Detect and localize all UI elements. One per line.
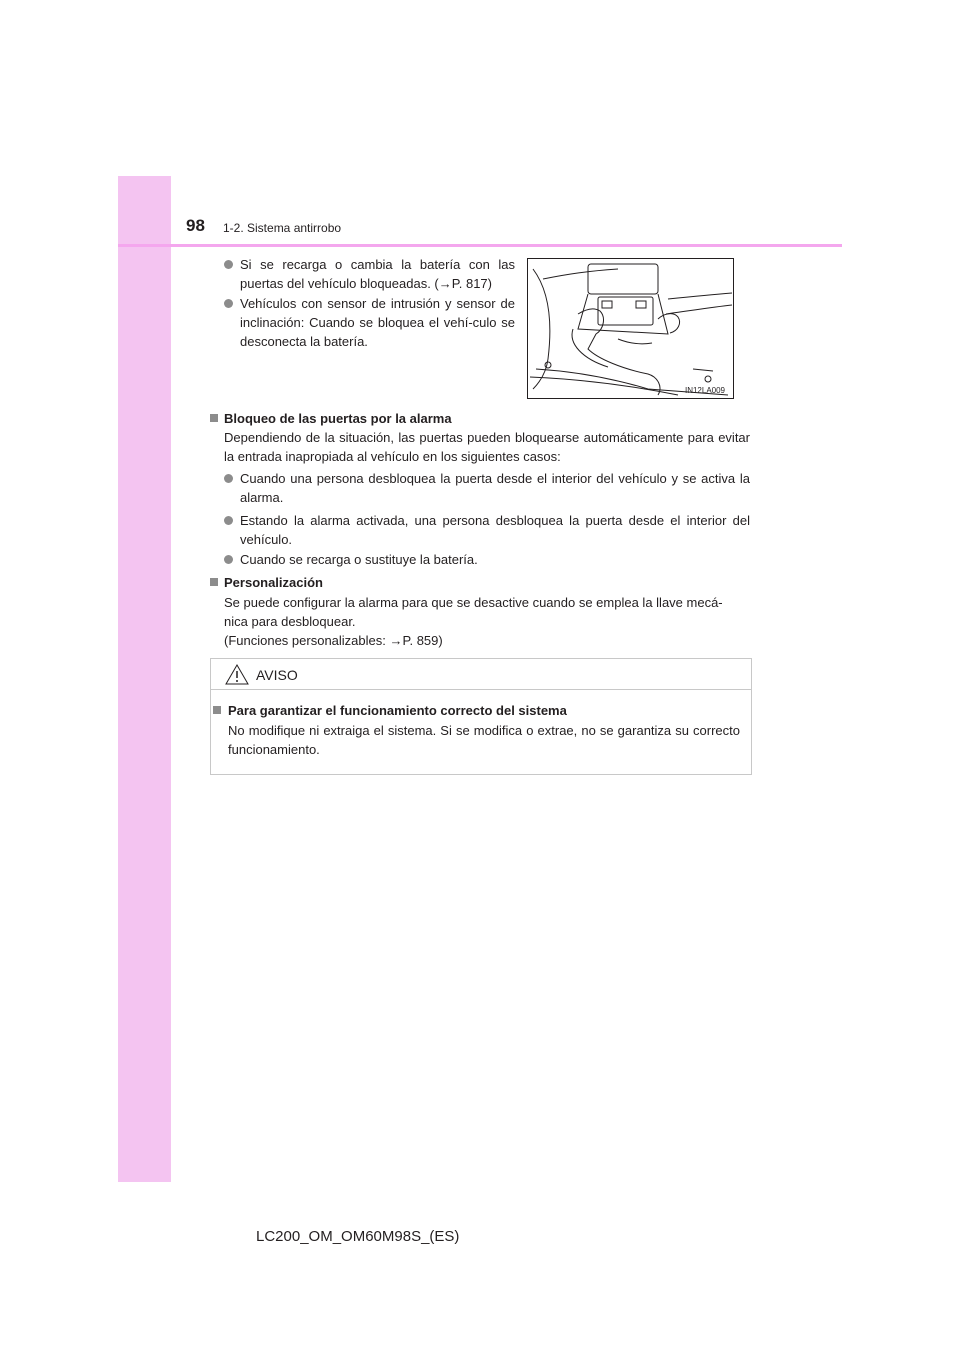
warning-box <box>210 658 752 775</box>
warning-text: No modifique ni extraiga el sistema. Si se modifica o extrae, no se garantiza su correcto funcionamiento. <box>228 723 740 757</box>
battery-drawing <box>528 259 733 398</box>
section-paragraph: Dependiendo de la situación, las puertas pueden bloquearse automáticamente para evitar la entrada inapropiada al vehículo en los siguientes casos: <box>224 430 750 464</box>
section-heading: Bloqueo de las puertas por la alarma <box>224 411 452 426</box>
square-bullet-icon <box>210 578 218 586</box>
section-door-lock <box>210 409 750 428</box>
bullet-icon <box>224 516 233 525</box>
bullet-text: Cuando una persona desbloquea la puerta desde el interior del vehículo y se activa la alarma. <box>240 471 750 505</box>
square-bullet-icon <box>213 706 221 714</box>
bullet-icon <box>224 299 233 308</box>
header-rule <box>118 244 842 247</box>
section-paragraph <box>224 593 750 650</box>
figure-code: IN12LA009 <box>684 386 725 395</box>
list-item <box>224 469 750 507</box>
section-heading: Personalización <box>224 575 323 590</box>
warning-item <box>213 701 743 720</box>
bullet-icon <box>224 260 233 269</box>
list-item <box>224 255 515 293</box>
square-bullet-icon <box>210 414 218 422</box>
bullet-text: Estando la alarma activada, una persona desbloquea la puerta desde el interior del vehículo. <box>240 513 750 547</box>
warning-triangle-icon <box>225 664 249 685</box>
bullet-text: Vehículos con sensor de intrusión y sensor de inclinación: Cuando se bloquea el vehí-culo se desconecta la batería. <box>240 296 515 349</box>
paragraph-line: (Funciones personalizables: →P. 859) <box>224 633 443 648</box>
warning-title: AVISO <box>256 667 298 683</box>
list-item <box>224 511 750 549</box>
page-number: 98 <box>186 216 205 235</box>
paragraph-line: Se puede configurar la alarma para que se desactive cuando se emplea la llave mecá- <box>224 595 723 610</box>
list-item <box>224 550 750 569</box>
document-code: LC200_OM_OM60M98S_(ES) <box>256 1228 460 1245</box>
list-item <box>224 294 515 351</box>
section-customization <box>210 573 750 592</box>
bullet-text: Cuando se recarga o sustituye la batería. <box>240 552 478 567</box>
bullet-icon <box>224 555 233 564</box>
section-title: 1-2. Sistema antirrobo <box>223 221 342 235</box>
warning-heading: Para garantizar el funcionamiento correcto del sistema <box>228 703 567 718</box>
page-side-tab <box>118 176 171 1182</box>
bullet-text: Si se recarga o cambia la batería con las puertas del vehículo bloqueadas. (→P. 817) <box>240 257 515 291</box>
paragraph-line: nica para desbloquear. <box>224 614 356 629</box>
battery-illustration <box>527 258 734 399</box>
bullet-icon <box>224 474 233 483</box>
warning-header <box>211 659 751 690</box>
